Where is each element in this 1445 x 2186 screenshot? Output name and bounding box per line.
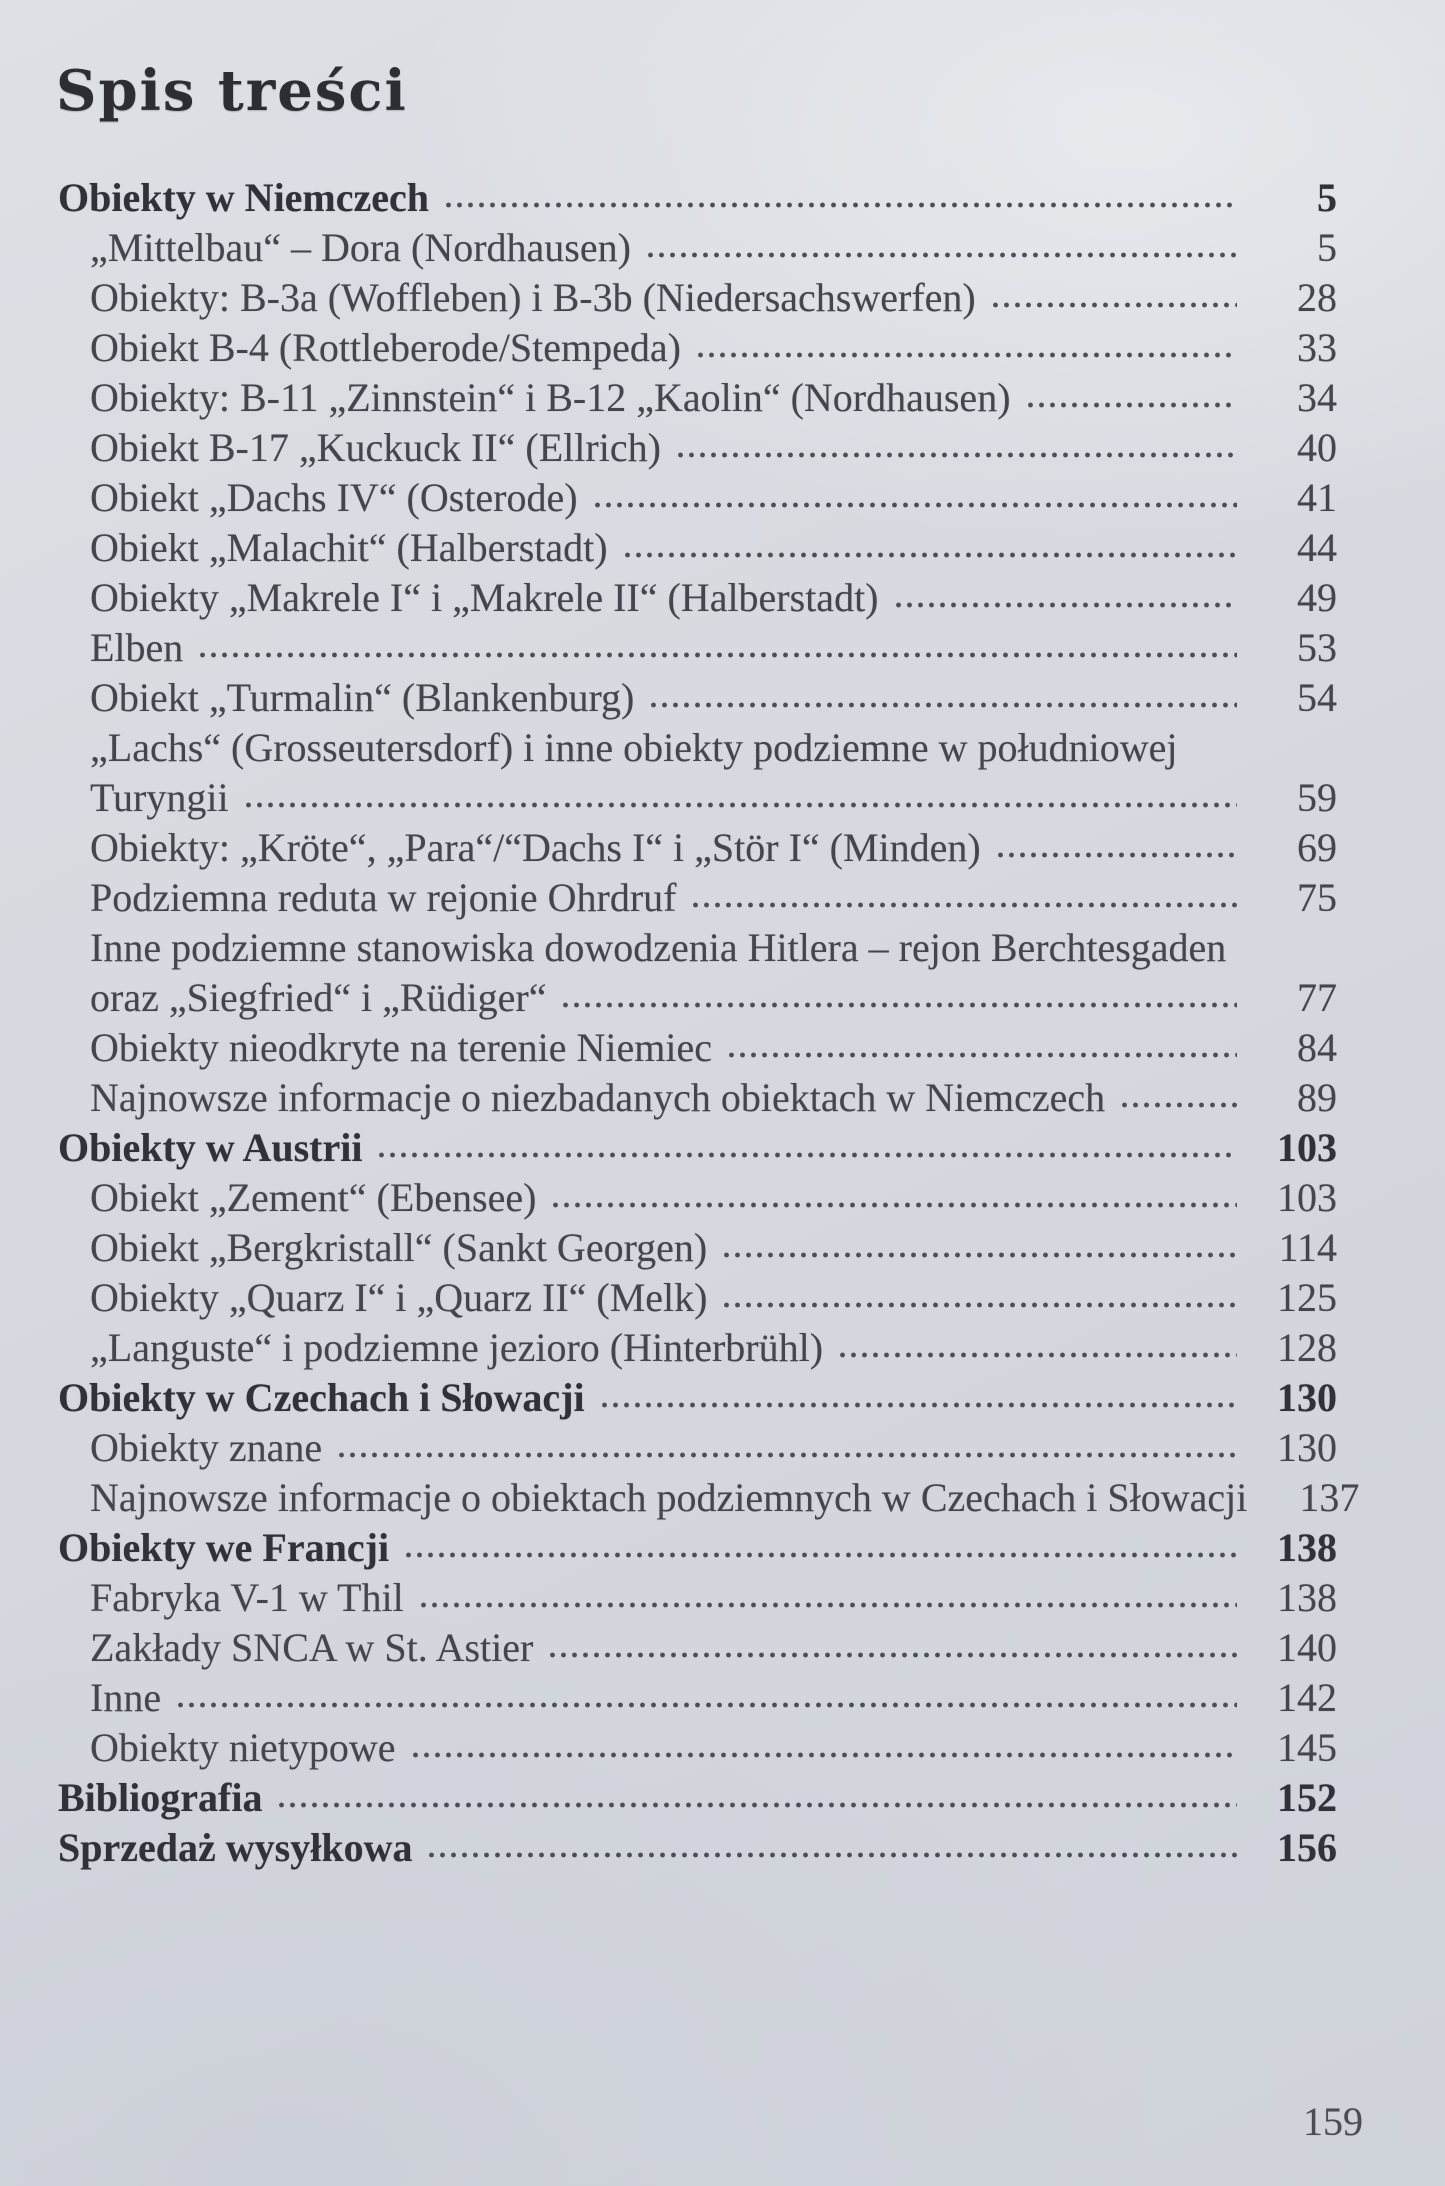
footer-page-number: 159 bbox=[1303, 2099, 1363, 2144]
toc-entry-page-number: 54 bbox=[1297, 675, 1337, 720]
toc-entry bbox=[58, 424, 1337, 474]
toc-entry-label: „Lachs“ (Grosseutersdorf) i inne obiekty podziemne w południowej bbox=[90, 725, 1178, 770]
toc-entry-label: Obiekty: B-3a (Woffleben) i B-3b (Niedersachswerfen) bbox=[90, 275, 976, 320]
toc-entry-page-number: 49 bbox=[1297, 575, 1337, 620]
toc-entry-page-number: 128 bbox=[1277, 1325, 1337, 1370]
toc-entry bbox=[58, 1774, 1337, 1824]
toc-entry-label: Turyngii bbox=[90, 775, 229, 820]
toc-entry-label: Zakłady SNCA w St. Astier bbox=[90, 1625, 534, 1670]
toc-entry-page-number: 53 bbox=[1297, 625, 1337, 670]
toc-entry bbox=[58, 1174, 1337, 1224]
toc-entry-label: Najnowsze informacje o obiektach podziemnych w Czechach i Słowacji bbox=[90, 1475, 1248, 1520]
toc-entry bbox=[58, 1074, 1337, 1124]
toc-entry bbox=[58, 1224, 1337, 1274]
toc-entry-page-number: 69 bbox=[1297, 825, 1337, 870]
toc-entry-page-number: 138 bbox=[1277, 1575, 1337, 1620]
toc-entry-page-number: 156 bbox=[1277, 1825, 1337, 1870]
toc-entry bbox=[58, 474, 1337, 524]
toc-entry-label: Bibliografia bbox=[58, 1775, 263, 1820]
dot-leader bbox=[620, 527, 1237, 561]
toc-entry-page-number: 77 bbox=[1297, 975, 1337, 1020]
toc-entry-page-number: 103 bbox=[1277, 1125, 1337, 1170]
dot-leader bbox=[646, 677, 1237, 711]
dot-leader bbox=[441, 177, 1237, 211]
dot-leader bbox=[993, 827, 1237, 861]
toc-entry-label: Obiekty: „Kröte“, „Para“/“Dachs I“ i „Stör I“ (Minden) bbox=[90, 825, 981, 870]
toc-entry-page-number: 152 bbox=[1277, 1775, 1337, 1820]
toc-entry bbox=[58, 1024, 1337, 1074]
toc-entry-page-number: 89 bbox=[1297, 1075, 1337, 1120]
dot-leader bbox=[719, 1277, 1237, 1311]
toc-entry bbox=[58, 874, 1337, 924]
dot-leader bbox=[597, 1377, 1237, 1411]
dot-leader bbox=[835, 1327, 1237, 1361]
dot-leader bbox=[1117, 1077, 1237, 1111]
toc-entry bbox=[58, 1274, 1337, 1324]
dot-leader bbox=[408, 1727, 1238, 1761]
dot-leader bbox=[374, 1127, 1237, 1161]
toc-entry-label: Obiekt B-4 (Rottleberode/Stempeda) bbox=[90, 325, 681, 370]
toc-entry-page-number: 41 bbox=[1297, 475, 1337, 520]
toc-entry-label: Obiekt „Malachit“ (Halberstadt) bbox=[90, 525, 608, 570]
toc-entry-label: Obiekty we Francji bbox=[58, 1525, 390, 1570]
toc-entry bbox=[58, 524, 1337, 574]
toc-entry-page-number: 5 bbox=[1317, 175, 1337, 220]
toc-entry bbox=[58, 1524, 1337, 1574]
dot-leader bbox=[1189, 727, 1237, 761]
toc-entry-label: „Languste“ i podziemne jezioro (Hinterbrühl) bbox=[90, 1325, 824, 1370]
toc-entry-page-number: 59 bbox=[1297, 775, 1337, 820]
dot-leader bbox=[693, 327, 1237, 361]
dot-leader bbox=[274, 1777, 1237, 1811]
toc-entry bbox=[58, 1674, 1337, 1724]
toc-entry-page-number: 5 bbox=[1317, 225, 1337, 270]
toc-entry-label: Inne podziemne stanowiska dowodzenia Hitlera – rejon Berchtesgaden bbox=[90, 925, 1227, 970]
toc-entry-page-number: 84 bbox=[1297, 1025, 1337, 1070]
toc-entry bbox=[58, 824, 1337, 874]
toc-entry-label: Obiekty znane bbox=[90, 1425, 323, 1470]
toc-entry bbox=[58, 674, 1337, 724]
toc-entry-page-number: 40 bbox=[1297, 425, 1337, 470]
page-title: Spis treści bbox=[56, 58, 408, 124]
toc-entry-page-number: 142 bbox=[1277, 1675, 1337, 1720]
toc-entry-label: Obiekt „Bergkristall“ (Sankt Georgen) bbox=[90, 1225, 708, 1270]
toc-entry-label: oraz „Siegfried“ i „Rüdiger“ bbox=[90, 975, 547, 1020]
dot-leader bbox=[548, 1177, 1237, 1211]
toc-entry-label: Obiekt B-17 „Kuckuck II“ (Ellrich) bbox=[90, 425, 661, 470]
dot-leader bbox=[988, 277, 1237, 311]
toc-entry-page-number: 125 bbox=[1277, 1275, 1337, 1320]
toc-entry-label: Obiekty: B-11 „Zinnstein“ i B-12 „Kaolin“ (Nordhausen) bbox=[90, 375, 1011, 420]
dot-leader bbox=[891, 577, 1238, 611]
toc-entry bbox=[58, 1474, 1360, 1524]
toc-entry-label: Obiekty w Niemczech bbox=[58, 175, 430, 220]
dot-leader bbox=[643, 227, 1237, 261]
dot-leader bbox=[688, 877, 1237, 911]
toc-entry-label: Obiekty nieodkryte na terenie Niemiec bbox=[90, 1025, 712, 1070]
toc-entry-label: Obiekty w Austrii bbox=[58, 1125, 363, 1170]
toc-entry-page-number: 103 bbox=[1277, 1175, 1337, 1220]
dot-leader bbox=[719, 1227, 1237, 1261]
dot-leader bbox=[1023, 377, 1237, 411]
toc-entry bbox=[58, 774, 1337, 824]
toc-entry-page-number: 75 bbox=[1297, 875, 1337, 920]
dot-leader bbox=[195, 627, 1237, 661]
toc-entry-page-number: 137 bbox=[1299, 1475, 1360, 1520]
toc-entry bbox=[58, 924, 1337, 974]
toc-entry-label: Sprzedaż wysyłkowa bbox=[58, 1825, 413, 1870]
dot-leader bbox=[401, 1527, 1237, 1561]
dot-leader bbox=[173, 1677, 1237, 1711]
toc-entry bbox=[58, 274, 1337, 324]
toc-entry bbox=[58, 1624, 1337, 1674]
toc-entry-label: Najnowsze informacje o niezbadanych obiektach w Niemczech bbox=[90, 1075, 1106, 1120]
toc-entry bbox=[58, 1324, 1337, 1374]
toc-entry bbox=[58, 224, 1337, 274]
toc-entry bbox=[58, 1374, 1337, 1424]
toc-entry-page-number: 138 bbox=[1277, 1525, 1337, 1570]
dot-leader bbox=[241, 777, 1237, 811]
toc-entry-label: Obiekty „Quarz I“ i „Quarz II“ (Melk) bbox=[90, 1275, 708, 1320]
toc-entry bbox=[58, 1124, 1337, 1174]
dot-leader bbox=[558, 977, 1237, 1011]
toc-entry-page-number: 130 bbox=[1277, 1375, 1337, 1420]
toc-entry-page-number: 114 bbox=[1278, 1225, 1337, 1270]
toc-entry-label: Obiekty „Makrele I“ i „Makrele II“ (Halberstadt) bbox=[90, 575, 879, 620]
toc-entry-label: Obiekty nietypowe bbox=[90, 1725, 396, 1770]
toc-entry bbox=[58, 974, 1337, 1024]
toc-entry-label: Obiekt „Turmalin“ (Blankenburg) bbox=[90, 675, 635, 720]
toc-entry-page-number: 44 bbox=[1297, 525, 1337, 570]
toc-entry-page-number: 34 bbox=[1297, 375, 1337, 420]
toc-entry-page-number: 28 bbox=[1297, 275, 1337, 320]
dot-leader bbox=[724, 1027, 1237, 1061]
toc-entry bbox=[58, 374, 1337, 424]
toc-entry bbox=[58, 174, 1337, 224]
toc-entry-label: Obiekty w Czechach i Słowacji bbox=[58, 1375, 585, 1420]
toc-entry bbox=[58, 1824, 1337, 1874]
toc-entry-page-number: 130 bbox=[1277, 1425, 1337, 1470]
dot-leader bbox=[334, 1427, 1237, 1461]
toc-entry-page-number: 145 bbox=[1277, 1725, 1337, 1770]
toc-entry bbox=[58, 1424, 1337, 1474]
toc-entry-label: Fabryka V-1 w Thil bbox=[90, 1575, 404, 1620]
dot-leader bbox=[673, 427, 1237, 461]
toc-entry-label: Podziemna reduta w rejonie Ohrdruf bbox=[90, 875, 677, 920]
toc-entry-label: Elben bbox=[90, 625, 184, 670]
toc-entry bbox=[58, 574, 1337, 624]
dot-leader bbox=[416, 1577, 1237, 1611]
dot-leader bbox=[590, 477, 1237, 511]
toc-entry-page-number: 33 bbox=[1297, 325, 1337, 370]
toc-entry bbox=[58, 1724, 1337, 1774]
toc-list bbox=[0, 174, 1445, 1874]
toc-entry bbox=[58, 324, 1337, 374]
toc-entry bbox=[58, 724, 1337, 774]
toc-entry-label: „Mittelbau“ – Dora (Nordhausen) bbox=[90, 225, 631, 270]
toc-entry-label: Obiekt „Zement“ (Ebensee) bbox=[90, 1175, 537, 1220]
toc-entry bbox=[58, 624, 1337, 674]
toc-entry-label: Obiekt „Dachs IV“ (Osterode) bbox=[90, 475, 578, 520]
toc-entry-label: Inne bbox=[90, 1675, 162, 1720]
toc-entry-page-number: 140 bbox=[1277, 1625, 1337, 1670]
dot-leader bbox=[424, 1827, 1237, 1861]
dot-leader bbox=[545, 1627, 1237, 1661]
toc-entry bbox=[58, 1574, 1337, 1624]
